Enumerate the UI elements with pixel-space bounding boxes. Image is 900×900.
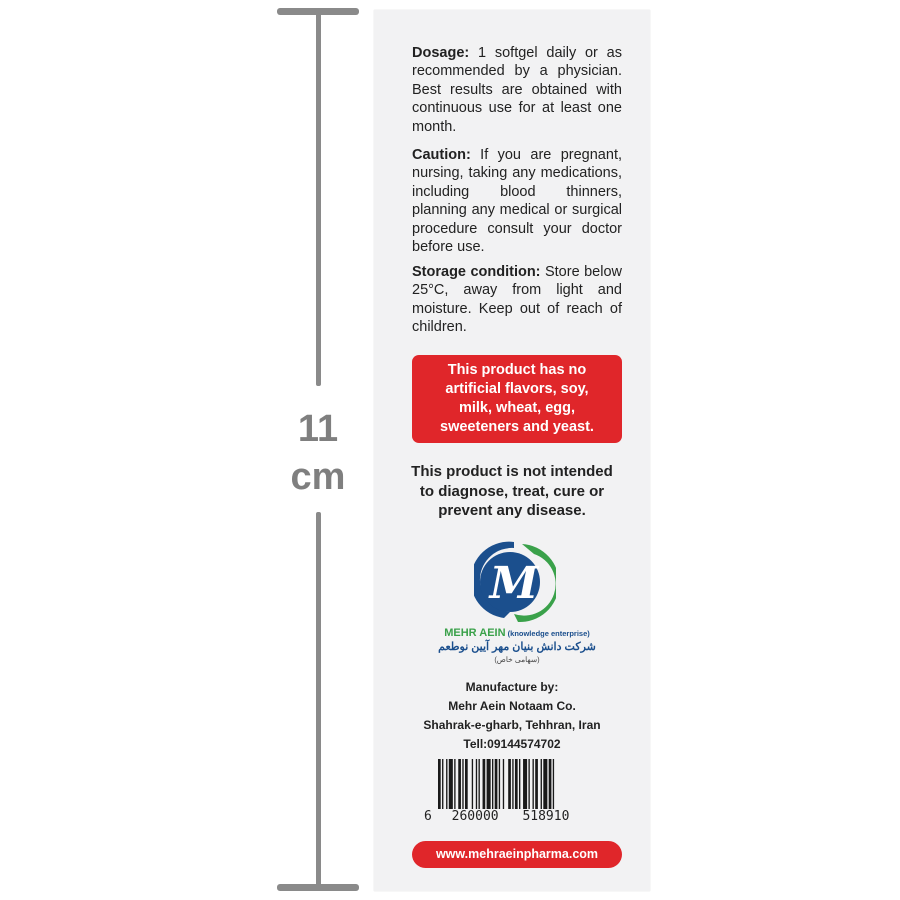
barcode-bar	[454, 759, 455, 809]
brand-suffix: (knowledge enterprise)	[505, 629, 590, 638]
ruler-number: 11	[297, 408, 339, 450]
caution-heading: Caution:	[412, 147, 471, 163]
mehr-aein-logo	[474, 538, 556, 624]
allergen-line: artificial flavors, soy,	[445, 381, 589, 397]
barcode-bar	[446, 759, 447, 809]
barcode-bar	[508, 759, 511, 809]
barcode-bar	[503, 759, 504, 809]
dosage-heading: Dosage:	[412, 45, 470, 61]
barcode-number	[424, 809, 624, 824]
ruler-unit: cm	[290, 456, 346, 498]
allergen-line: milk, wheat, egg,	[458, 400, 576, 416]
barcode-bar	[465, 759, 468, 809]
barcode-bar	[462, 759, 463, 809]
barcode-bar	[442, 759, 443, 809]
disclaimer-line: to diagnose, treat, cure or	[419, 482, 605, 500]
barcode-bar	[533, 759, 534, 809]
barcode-group-1: 260000	[451, 809, 499, 824]
dosage-paragraph	[412, 44, 622, 136]
storage-text: Store below 25°C, away from light and moisture. Keep out of reach of children.	[412, 264, 622, 336]
barcode	[438, 759, 598, 814]
barcode-bar	[515, 759, 518, 809]
barcode-bar	[476, 759, 477, 809]
ruler-line-upper	[316, 12, 321, 386]
barcode-bar	[483, 759, 486, 809]
barcode-bar	[472, 759, 473, 809]
barcode-bar	[553, 759, 554, 809]
allergen-notice-box	[412, 355, 622, 443]
manufacturer-line: Manufacture by:	[465, 680, 559, 694]
barcode-bar	[499, 759, 500, 809]
brand-name: MEHR AEIN	[444, 627, 506, 639]
manufacturer-line: Shahrak-e-gharb, Tehhran, Iran	[423, 718, 601, 732]
barcode-bar	[535, 759, 538, 809]
ruler-bottom-cap	[277, 884, 359, 891]
logo-letter: M	[489, 558, 539, 609]
barcode-bar	[495, 759, 498, 809]
barcode-bar	[541, 759, 542, 809]
disclaimer	[394, 462, 630, 521]
manufacturer-info	[394, 678, 630, 754]
barcode-bar	[512, 759, 513, 809]
product-label	[374, 10, 650, 891]
barcode-bar	[549, 759, 552, 809]
manufacturer-line: Tell:09144574702	[463, 737, 561, 751]
barcode-group-2: 518910	[522, 809, 570, 824]
brand-persian-name: شرکت دانش بنیان مهر آیین نوطعم	[438, 641, 596, 653]
barcode-bar	[528, 759, 529, 809]
barcode-bar	[519, 759, 520, 809]
brand-name-line	[414, 627, 620, 639]
dosage-text: 1 softgel daily or as recommended by a physician. Best results are obtained with continuous use for at least one month.	[412, 45, 622, 135]
storage-paragraph	[412, 263, 622, 337]
barcode-bar	[438, 759, 441, 809]
barcode-bar	[449, 759, 453, 809]
barcode-bar	[492, 759, 493, 809]
caution-text: If you are pregnant, nursing, taking any medications, including blood thinners, planning any medical or surgical procedure consult your doctor before use.	[412, 147, 622, 256]
allergen-line: sweeteners and yeast.	[440, 419, 594, 435]
disclaimer-line: prevent any disease.	[438, 502, 586, 519]
barcode-bar	[487, 759, 491, 809]
caution-paragraph	[412, 146, 622, 256]
barcode-bar	[479, 759, 480, 809]
brand-persian-sub: (سهامی خاص)	[494, 655, 540, 664]
ruler-line-lower	[316, 512, 321, 886]
barcode-bar	[523, 759, 527, 809]
allergen-line: This product has no	[447, 362, 587, 378]
manufacturer-line: Mehr Aein Notaam Co.	[448, 699, 576, 713]
website-badge: www.mehraeinpharma.com	[412, 841, 622, 868]
barcode-bar	[458, 759, 461, 809]
storage-heading: Storage condition:	[412, 264, 541, 280]
barcode-bar	[543, 759, 547, 809]
disclaimer-line: This product is not intended	[411, 463, 613, 480]
barcode-first-digit: 6	[424, 809, 432, 824]
